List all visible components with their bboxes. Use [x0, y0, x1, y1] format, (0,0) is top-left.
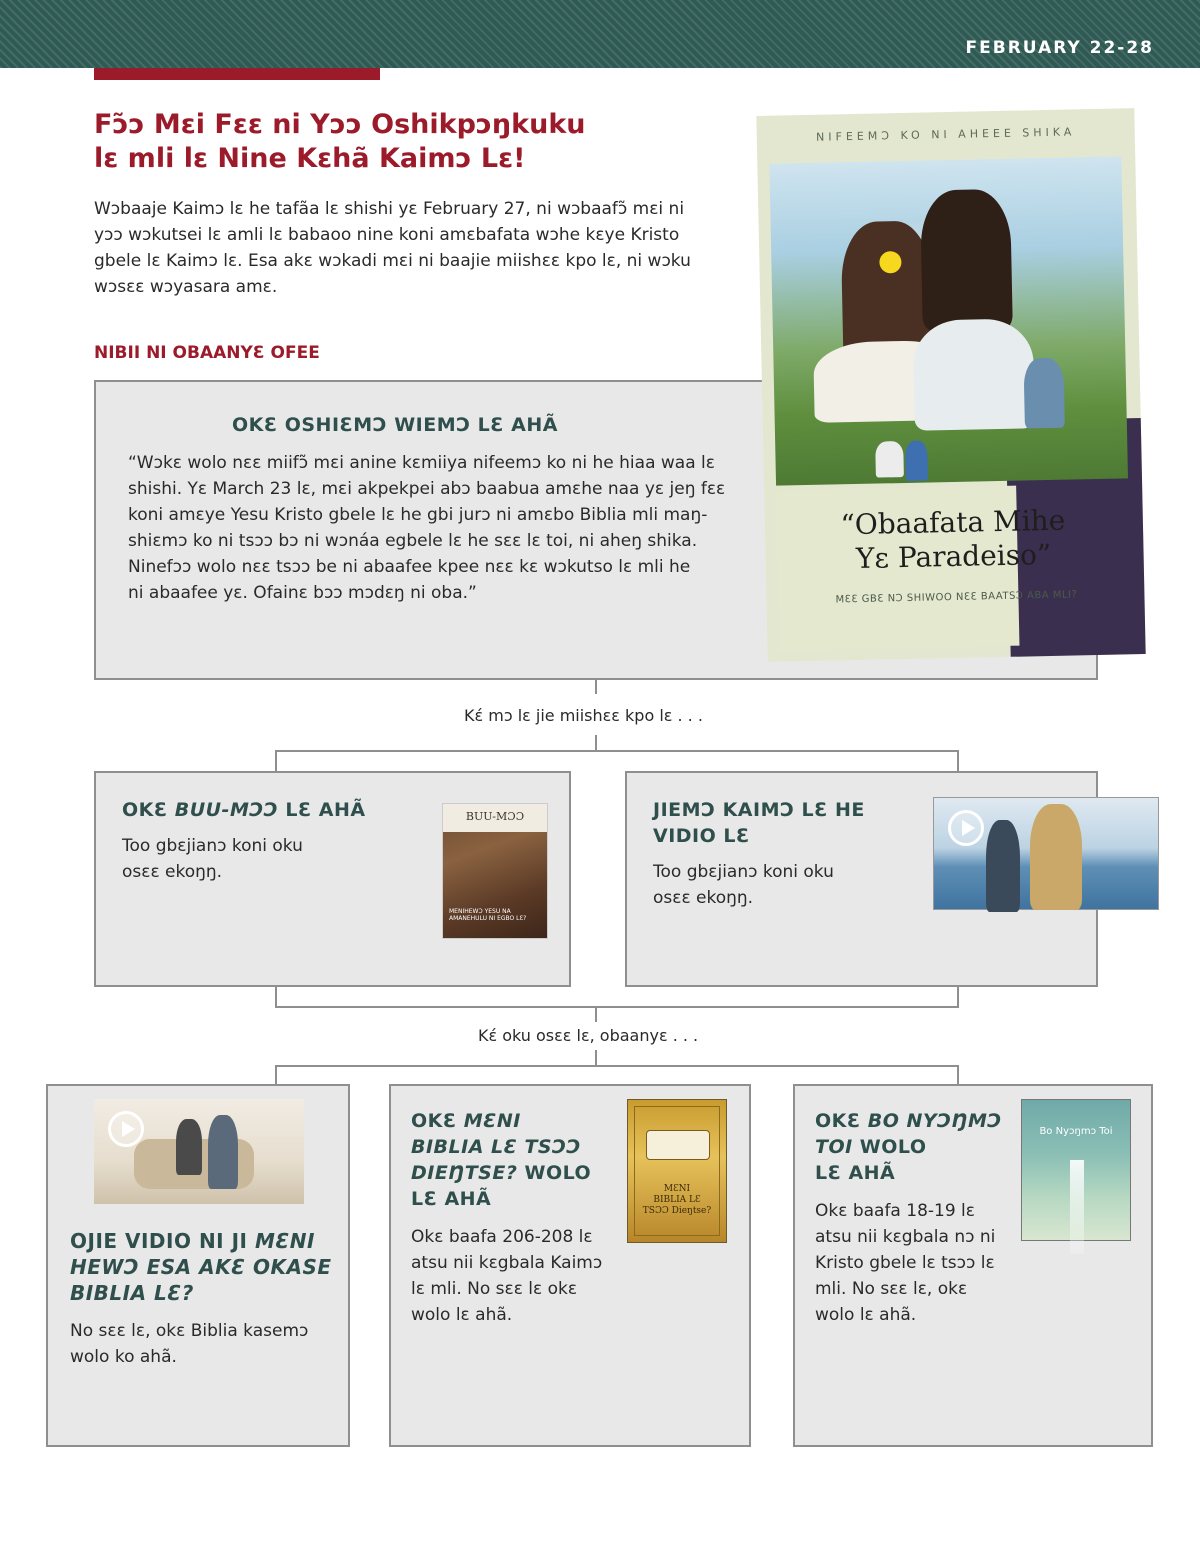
bible-teach-box	[389, 1084, 751, 1447]
bible-study-video-thumbnail[interactable]	[94, 1099, 304, 1204]
body-line: atsu nii kɛgbala Kaimɔ	[411, 1253, 603, 1273]
connector-line	[957, 1065, 959, 1084]
bible-video-heading	[70, 1228, 332, 1306]
quote-line: shishi. Yɛ March 23 lɛ, mɛi akpekpei abɔ baabua amɛhe naa yɛ jeŋ fɛɛ	[128, 479, 726, 499]
open-bible-icon	[646, 1130, 710, 1160]
book-title-line: TSƆƆ Dieŋtse?	[642, 1206, 712, 1216]
body-line: wolo ko ahã.	[70, 1347, 177, 1367]
horse-figure	[875, 441, 904, 478]
man-figure	[986, 820, 1020, 912]
heading-line	[411, 1160, 591, 1186]
brochure-title	[793, 503, 1114, 578]
connector-line	[275, 750, 277, 771]
bible-video-body	[70, 1318, 308, 1370]
play-icon[interactable]	[948, 810, 984, 846]
body-line: Okɛ baafa 18-19 lɛ	[815, 1201, 975, 1221]
body-line: mli. No sɛɛ lɛ, okɛ	[815, 1279, 968, 1299]
presentation-quote	[128, 450, 728, 606]
connector-text-2: Kɛ́ oku osɛɛ lɛ, obaanyɛ . . .	[478, 1026, 699, 1045]
brochure-top-text: NIFEEMƆ KO NI AHEEE SHIKA	[815, 125, 1076, 144]
connector-line	[595, 680, 597, 694]
heading-part-italic: HEWƆ ESA AKƐ OKASE	[70, 1255, 332, 1279]
memorial-video-thumbnail[interactable]	[933, 797, 1159, 910]
body-line: Too gbɛjianɔ koni oku	[653, 862, 834, 882]
body-line: Kristo gbele lɛ tsɔɔ lɛ	[815, 1253, 995, 1273]
man-shirt	[913, 318, 1035, 430]
bible-teach-book-cover	[627, 1099, 727, 1243]
magazine-cover-image	[442, 803, 548, 939]
gardener-figure	[1023, 358, 1064, 429]
section-label: NIBII NI OBAANYƐ OFEE	[94, 343, 320, 363]
man-figure	[920, 189, 1013, 331]
heading-line: VIDIO LƐ	[653, 825, 750, 847]
body-line: osɛɛ ekoŋŋ.	[653, 888, 754, 908]
man-figure	[208, 1115, 238, 1189]
good-news-heading	[815, 1108, 1002, 1186]
body-line: Okɛ baafa 206-208 lɛ	[411, 1227, 593, 1247]
heading-part: WOLO	[852, 1136, 927, 1158]
connector-line	[957, 987, 959, 1007]
play-icon[interactable]	[108, 1111, 144, 1147]
heading-part: WOLO	[517, 1162, 592, 1184]
brochure-cover-title: Bo Nyɔŋmɔ Toi	[1039, 1126, 1113, 1137]
heading-line: LƐ AHÃ	[411, 1188, 492, 1210]
heading-part-italic: DIEŊTSE?	[411, 1162, 518, 1184]
quote-line: ni abaafee yɛ. Ofainɛ bɔɔ mɔdɛŋ ni oba.”	[128, 583, 477, 603]
book-title	[628, 1184, 726, 1217]
connector-line	[275, 1006, 959, 1008]
quote-line: Ninefɔɔ wolo nɛɛ tsɔɔ be ni abaafee kpee nɛɛ kɛ wɔkutso lɛ mli he	[128, 557, 691, 577]
connector-line	[275, 987, 277, 1007]
body-line: Too gbɛjianɔ koni oku	[122, 836, 303, 856]
heading-line	[70, 1228, 332, 1254]
heading-part-italic: BIBLIA LƐ?	[70, 1281, 194, 1305]
header-bar	[0, 0, 1200, 68]
good-news-box	[793, 1084, 1153, 1447]
date-range: FEBRUARY 22-28	[965, 38, 1154, 58]
connector-line	[957, 750, 959, 771]
bible-teach-body	[411, 1224, 602, 1328]
connector-line	[275, 750, 959, 752]
child-figure	[905, 441, 928, 481]
heading-part-italic: BIBLIA LƐ TSƆƆ	[411, 1136, 582, 1158]
magazine-name: BUU-MƆƆ	[465, 810, 525, 823]
bible-teach-heading	[411, 1108, 591, 1212]
book-title-line: MƐNI	[663, 1184, 691, 1194]
brochure-subtitle: MƐƐ GBƐ NƆ SHIWOO NƐƐ BAATSƆ ABA MLI?	[835, 589, 1078, 606]
heading-line: LƐ AHÃ	[815, 1162, 896, 1184]
heading-line	[70, 1254, 332, 1280]
heading-part: OKƐ	[122, 799, 175, 821]
body-line: lɛ mli. No sɛɛ lɛ okɛ	[411, 1279, 578, 1299]
heading-part-italic: TOI	[815, 1136, 853, 1158]
intro-line: gbele lɛ Kaimɔ lɛ. Esa akɛ wɔkadi mɛi ni baajie miishɛɛ kpo lɛ, ni wɔku	[94, 251, 691, 271]
intro-line: yɔɔ wɔkutsei lɛ amli lɛ babaoo nine koni amɛbafata wɔhe kɛye Kristo	[94, 225, 680, 245]
heading-part: OJIE VIDIO NI JI	[70, 1229, 255, 1253]
quote-line: koni amɛye Yesu Kristo gbele lɛ he gbi jurɔ ni amɛbo Biblia mli maŋ-	[128, 505, 708, 525]
video-invite-heading	[653, 797, 865, 849]
invitation-brochure	[756, 108, 1145, 662]
body-line: wolo lɛ ahã.	[815, 1305, 917, 1325]
intro-line: Wɔbaaje Kaimɔ lɛ he tafãa lɛ shishi yɛ February 27, ni wɔbaafɔ̃ mɛi ni	[94, 199, 685, 219]
heading-line	[815, 1134, 1002, 1160]
good-news-body	[815, 1198, 995, 1328]
connector-line	[595, 1006, 597, 1022]
bible-video-box	[46, 1084, 350, 1447]
quote-line: shiɛmɔ ko ni tsɔɔ bɔ ni wɔnáa egbele lɛ he sɛɛ lɛ toi, ni aheŋ shika.	[128, 531, 698, 551]
connector-line	[275, 1065, 277, 1084]
heading-line	[815, 1108, 1002, 1134]
connector-line	[595, 1050, 597, 1066]
light-path-shape	[1070, 1160, 1084, 1254]
brochure-title-line: “Obaafata Mihe	[840, 503, 1066, 542]
video-invite-body	[653, 859, 834, 911]
woman-figure	[1030, 804, 1082, 910]
heading-part-italic: MƐNI	[254, 1229, 315, 1253]
heading-part-italic: BO NYƆŊMƆ	[867, 1110, 1002, 1132]
heading-part: OKƐ	[815, 1110, 868, 1132]
brochure-photo	[769, 156, 1128, 485]
accent-bar	[94, 68, 380, 80]
body-line: atsu nii kɛgbala nɔ ni	[815, 1227, 996, 1247]
title-line: Fɔ̃ɔ Mɛi Fɛɛ ni Yɔɔ Oshikpɔŋkuku	[94, 109, 586, 140]
body-line: No sɛɛ lɛ, okɛ Biblia kasemɔ	[70, 1321, 309, 1341]
heading-line: JIEMƆ KAIMƆ LƐ HE	[653, 799, 865, 821]
magazine-cover-text: MENIHEWƆ YESU NA AMANEHULU NI EGBO LƐ?	[449, 908, 527, 922]
good-news-brochure-cover	[1021, 1099, 1131, 1241]
connector-line	[595, 735, 597, 751]
presentation-heading: OKƐ OSHIƐMƆ WIEMƆ LƐ AHÃ	[232, 414, 558, 436]
magazine-heading	[122, 797, 366, 823]
heading-part-italic: BUU-MƆƆ	[174, 799, 279, 821]
brochure-title-line: Yɛ Paradeiso”	[855, 537, 1052, 576]
body-line: wolo lɛ ahã.	[411, 1305, 513, 1325]
heading-part-italic: MƐNI	[463, 1110, 521, 1132]
quote-line: “Wɔkɛ wolo nɛɛ miifɔ̃ mɛi anine kɛmiiya nifeemɔ ko ni he hiaa waa lɛ	[128, 453, 715, 473]
magazine-body	[122, 833, 303, 885]
heading-line	[411, 1134, 591, 1160]
heading-part: OKƐ	[411, 1110, 464, 1132]
intro-paragraph	[94, 196, 714, 300]
page-title	[94, 108, 654, 176]
book-title-line: BIBLIA LƐ	[653, 1195, 701, 1205]
title-line: lɛ mli lɛ Nine Kɛhã Kaimɔ Lɛ!	[94, 143, 526, 174]
heading-line	[70, 1280, 332, 1306]
magazine-box	[94, 771, 571, 987]
heading-part: LƐ AHÃ	[278, 799, 366, 821]
heading-line	[411, 1108, 591, 1134]
connector-line	[275, 1065, 959, 1067]
connector-text-1: Kɛ́ mɔ lɛ jie miishɛɛ kpo lɛ . . .	[464, 706, 703, 725]
body-line: osɛɛ ekoŋŋ.	[122, 862, 223, 882]
intro-line: wɔsɛɛ wɔyasara amɛ.	[94, 277, 278, 297]
woman-figure	[176, 1119, 202, 1175]
